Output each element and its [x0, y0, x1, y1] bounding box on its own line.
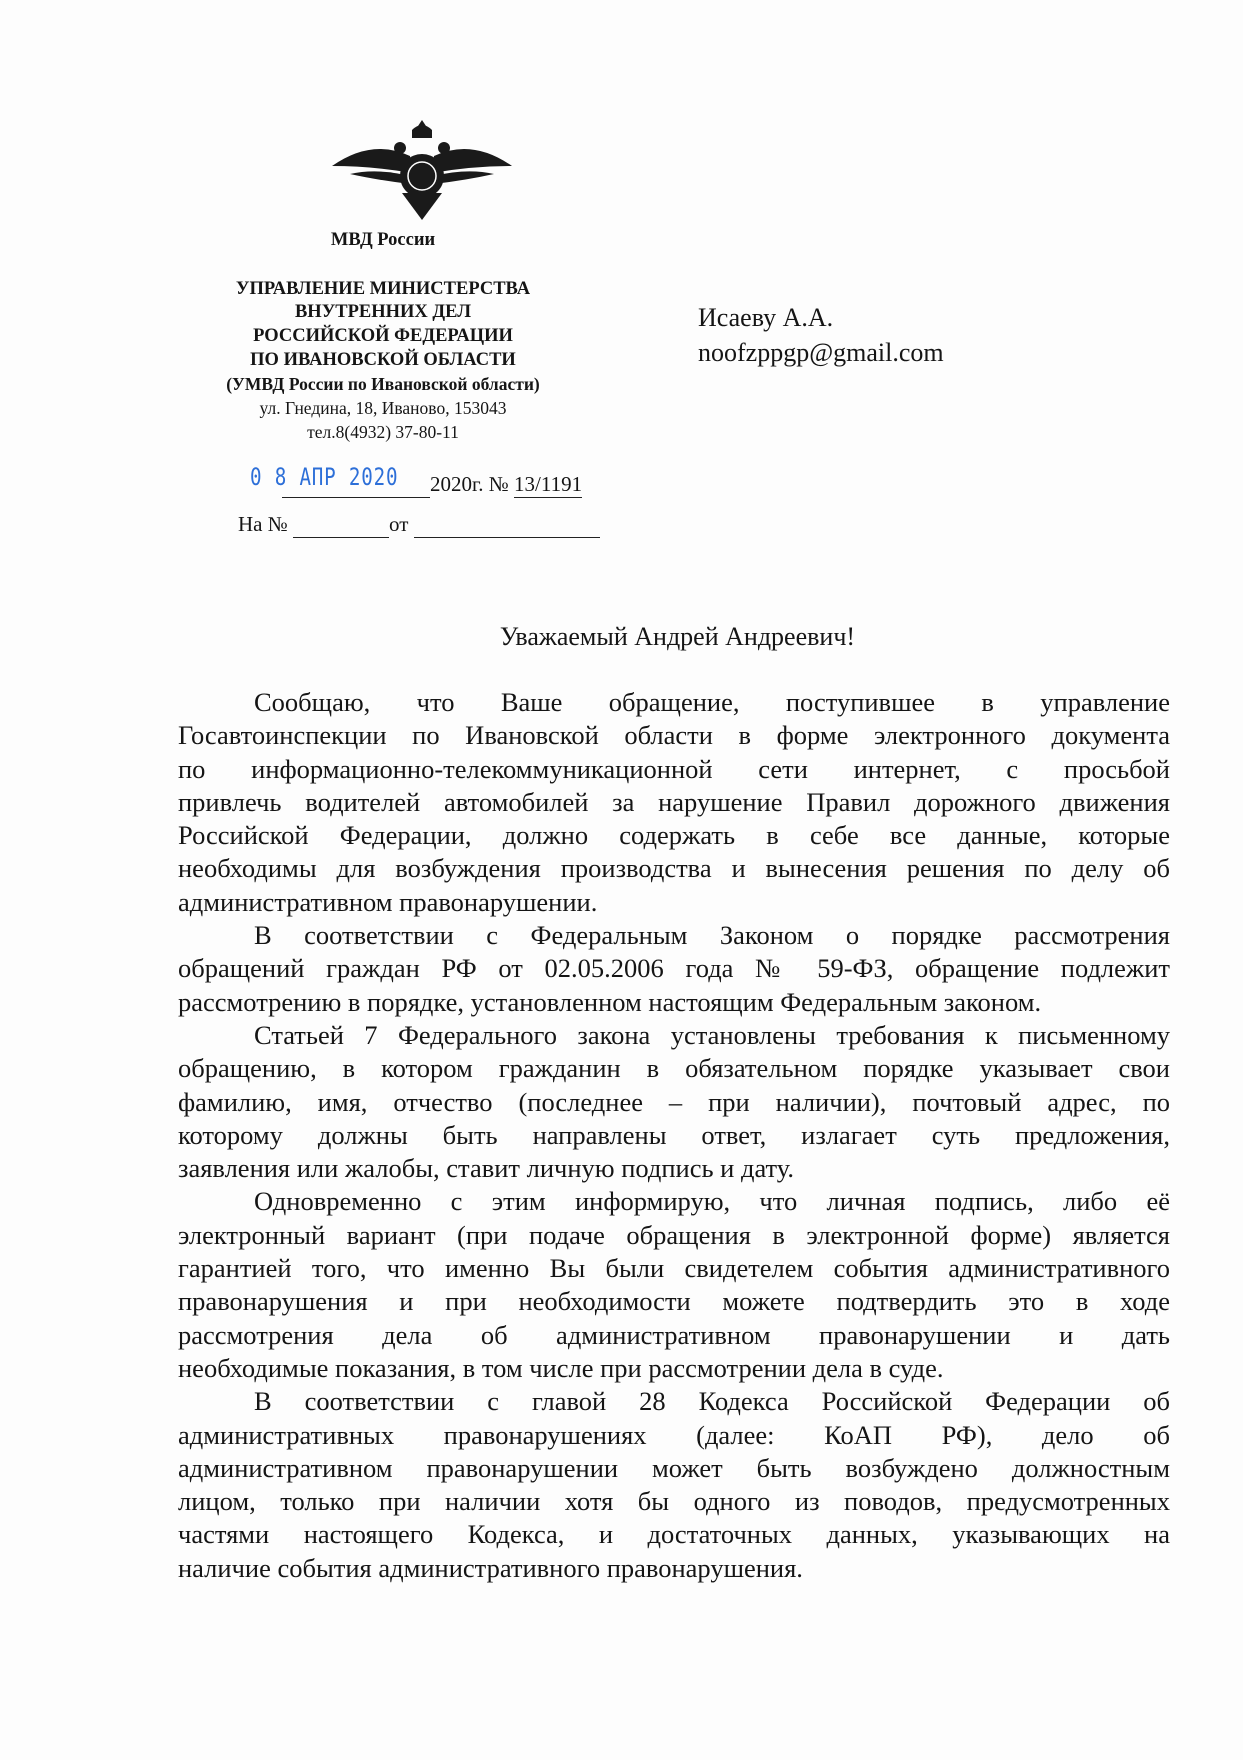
paragraph-line: административном правонарушении. [178, 886, 598, 917]
paragraph-line: Статьей 7 Федерального закона установлены требования к письменному [254, 1019, 1170, 1050]
body-paragraph [178, 919, 1170, 1019]
paragraph-line: правонарушения и при необходимости можете подтвердить это в ходе [178, 1286, 1170, 1317]
paragraph-line: В соответствии с Федеральным Законом о порядке рассмотрения [254, 920, 1170, 951]
greeting: Уважаемый Андрей Андреевич! [499, 622, 856, 651]
body-paragraph [178, 686, 1170, 919]
paragraph-line: фамилию, имя, отчество (последнее – при наличии), почтовый адрес, по [178, 1086, 1170, 1117]
paragraph-line: гарантией того, что именно Вы были свидетелем события административного [178, 1253, 1170, 1284]
date-stamp: 0 8 АПР 2020 [250, 463, 399, 491]
body-paragraph [178, 1019, 1170, 1185]
paragraph-line: частями настоящего Кодекса, и достаточных данных, указывающих на [178, 1519, 1170, 1550]
paragraph-line: Одновременно с этим информирую, что личная подпись, либо её [254, 1186, 1170, 1217]
paragraph-line: лицом, только при наличии хотя бы одного из поводов, предусмотренных [178, 1486, 1170, 1517]
paragraph-line: обращений граждан РФ от 02.05.2006 года № 59-ФЗ, обращение подлежит [178, 953, 1170, 984]
date-suffix: 2020г. № [430, 472, 509, 496]
paragraph-line: административном правонарушении может быть возбуждено должностным [178, 1452, 1170, 1483]
paragraph-line: привлечь водителей автомобилей за нарушение Правил дорожного движения [178, 786, 1170, 817]
ministry-name: МВД России [330, 230, 436, 250]
paragraph-line: Сообщаю, что Ваше обращение, поступившее в управление [254, 687, 1170, 717]
paragraph-line: рассмотрению в порядке, установленном настоящим Федеральным законом. [178, 986, 1042, 1017]
org-short-name: (УМВД России по Ивановской области) [226, 374, 540, 394]
recipient-email: noofzppgp@gmail.com [698, 338, 944, 367]
org-name-line: УПРАВЛЕНИЕ МИНИСТЕРСТВА [235, 279, 531, 299]
paragraph-line: Российской Федерации, должно содержать в себе все данные, которые [178, 820, 1170, 851]
body-paragraph [178, 1385, 1170, 1585]
reply-reference-line [238, 512, 600, 538]
paragraph-line: заявления или жалобы, ставит личную подпись и дату. [178, 1153, 794, 1184]
paragraph-line: необходимые показания, в том числе при рассмотрении дела в суде. [178, 1352, 944, 1383]
paragraph-line: административных правонарушениях (далее: КоАП РФ), дело об [178, 1419, 1170, 1450]
recipient-name: Исаеву А.А. [698, 303, 834, 332]
paragraph-line: наличие события административного правонарушения. [178, 1552, 803, 1583]
date-number-line [282, 472, 582, 498]
paragraph-line: необходимы для возбуждения производства и вынесения решения по делу об [178, 853, 1170, 884]
paragraph-line: Госавтоинспекции по Ивановской области в форме электронного документа [178, 720, 1170, 751]
paragraph-line: рассмотрения дела об административном правонарушении и дать [178, 1319, 1170, 1350]
paragraph-line: которому должны быть направлены ответ, излагает суть предложения, [178, 1119, 1170, 1150]
org-name-line: РОССИЙСКОЙ ФЕДЕРАЦИИ [253, 326, 513, 346]
org-phone: тел.8(4932) 37-80-11 [307, 422, 459, 442]
org-name-line: ВНУТРЕННИХ ДЕЛ [294, 302, 472, 322]
letter-body [178, 686, 1170, 1585]
org-name-line: ПО ИВАНОВСКОЙ ОБЛАСТИ [250, 350, 516, 370]
recipient-block [698, 300, 944, 370]
emblem-eagle-icon [332, 118, 512, 223]
paragraph-line: по информационно-телекоммуникационной сети интернет, с просьбой [178, 753, 1170, 784]
paragraph-line: электронный вариант (при подаче обращения в электронной форме) является [178, 1219, 1170, 1250]
outgoing-number: 13/1191 [514, 472, 583, 496]
reply-from-label: от [389, 512, 409, 536]
paragraph-line: В соответствии с главой 28 Кодекса Российской Федерации об [254, 1386, 1170, 1417]
paragraph-line: обращению, в котором гражданин в обязательном порядке указывает свои [178, 1053, 1170, 1084]
org-address: ул. Гнедина, 18, Иваново, 153043 [259, 398, 507, 418]
body-paragraph [178, 1185, 1170, 1385]
reply-to-label: На № [238, 512, 288, 536]
